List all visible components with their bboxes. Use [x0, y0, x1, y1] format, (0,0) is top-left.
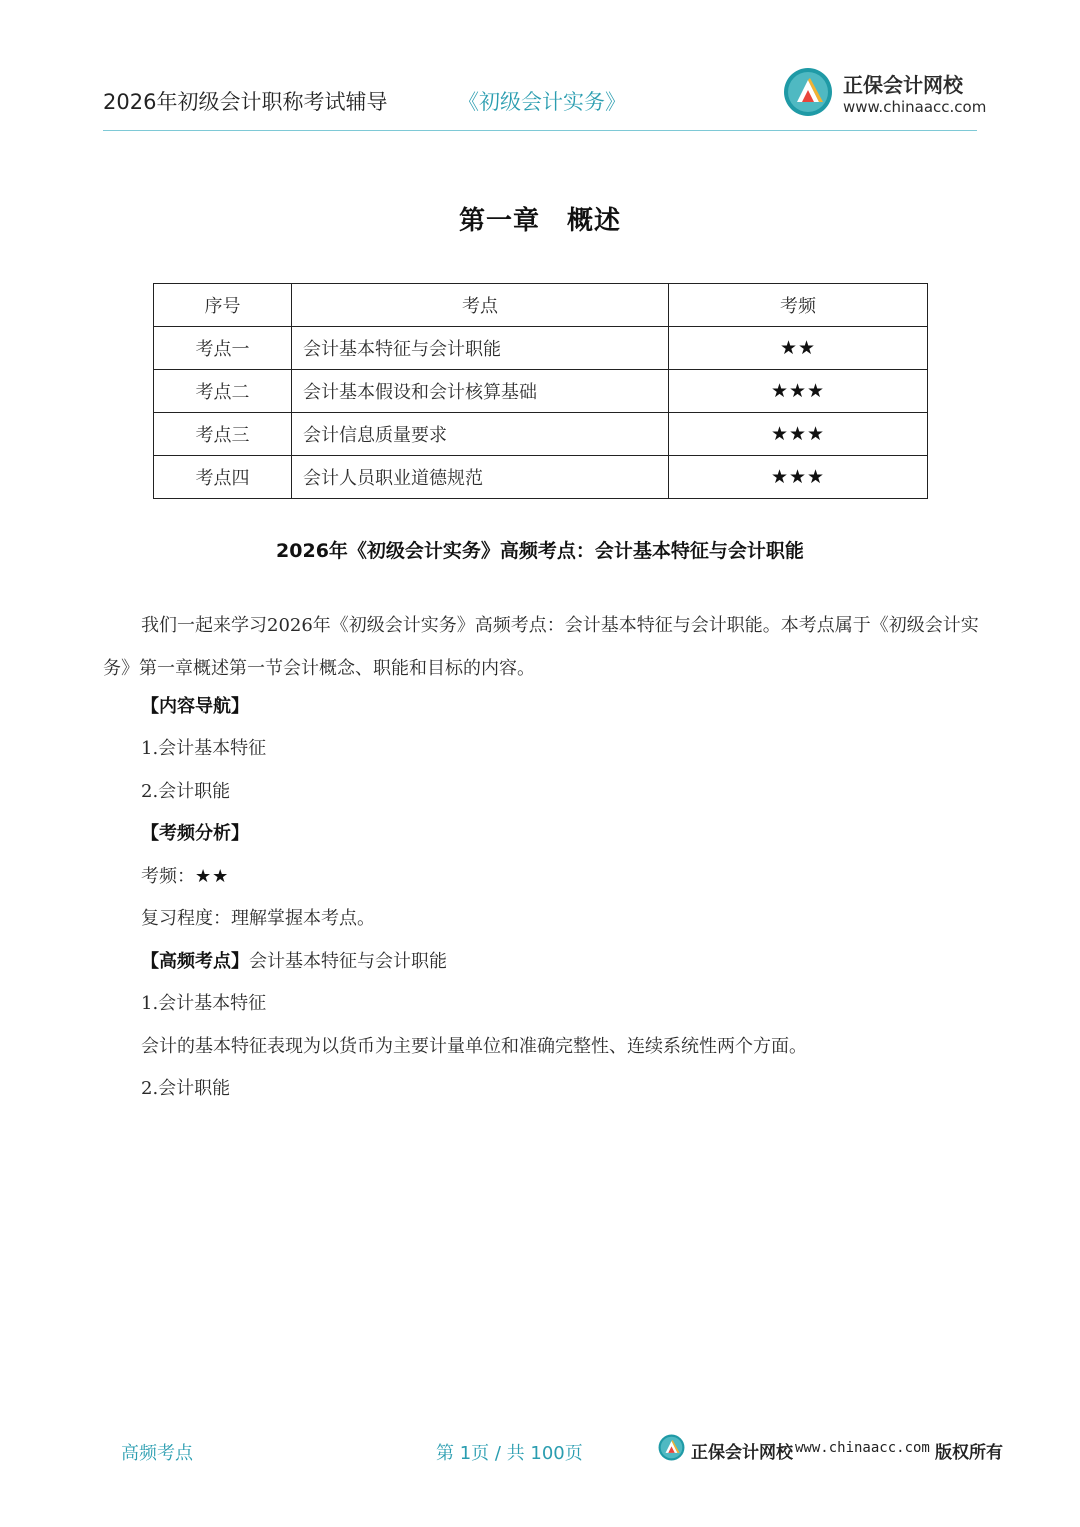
nav-item: 2.会计职能	[141, 781, 231, 802]
nav-heading: 【内容导航】	[141, 696, 249, 717]
row-freq-stars: ★★★	[669, 413, 928, 456]
freq-line	[141, 862, 229, 888]
footer-page-number: 第 1页 / 共 100页	[436, 1443, 583, 1464]
table-row	[154, 456, 928, 499]
row-no: 考点二	[154, 370, 292, 413]
keypoint-sub1-text: 会计的基本特征表现为以货币为主要计量单位和准确完整性、连续系统性两个方面。	[141, 1036, 807, 1057]
analysis-heading: 【考频分析】	[141, 823, 249, 844]
keypoint-label: 【高频考点】	[141, 951, 249, 972]
keypoint-sub1: 1.会计基本特征	[141, 993, 267, 1014]
chinaacc-logo-icon	[658, 1434, 685, 1461]
freq-stars: ★★	[195, 866, 230, 887]
header-exam-title: 2026年初级会计职称考试辅导	[103, 90, 388, 114]
freq-label: 考频：	[141, 866, 195, 887]
keypoint-sub2: 2.会计职能	[141, 1078, 231, 1099]
row-topic: 会计基本假设和会计核算基础	[292, 370, 669, 413]
row-no: 考点四	[154, 456, 292, 499]
row-freq-stars: ★★★	[669, 456, 928, 499]
section-title: 2026年《初级会计实务》高频考点：会计基本特征与会计职能	[276, 540, 804, 562]
row-freq-stars: ★★	[669, 327, 928, 370]
table-row	[154, 327, 928, 370]
chinaacc-logo-icon	[783, 67, 833, 117]
row-no: 考点一	[154, 327, 292, 370]
footer-section-label: 高频考点	[121, 1443, 193, 1464]
keypoint-table	[153, 283, 928, 499]
footer-brand-name: 正保会计网校	[691, 1443, 793, 1463]
table-header-freq: 考频	[669, 284, 928, 327]
row-topic: 会计人员职业道德规范	[292, 456, 669, 499]
footer-copyright: 版权所有	[935, 1443, 1003, 1463]
header-book-title: 《初级会计实务》	[458, 90, 626, 114]
table-row	[154, 413, 928, 456]
logo-brand-name: 正保会计网校	[843, 73, 963, 97]
row-topic: 会计基本特征与会计职能	[292, 327, 669, 370]
row-topic: 会计信息质量要求	[292, 413, 669, 456]
intro-paragraph: 我们一起来学习2026年《初级会计实务》高频考点：会计基本特征与会计职能。本考点属于《初级会计实务》第一章概述第一节会计概念、职能和目标的内容。	[103, 615, 979, 679]
header-divider	[103, 130, 977, 131]
table-row	[154, 370, 928, 413]
footer-url[interactable]: www.chinaacc.com	[795, 1440, 930, 1456]
keypoint-heading	[141, 947, 447, 973]
review-level: 复习程度：理解掌握本考点。	[141, 908, 375, 929]
keypoint-title: 会计基本特征与会计职能	[249, 951, 447, 972]
chapter-title: 第一章 概述	[458, 206, 621, 236]
logo-url: www.chinaacc.com	[843, 98, 987, 116]
table-header-no: 序号	[154, 284, 292, 327]
table-header-topic: 考点	[292, 284, 669, 327]
row-no: 考点三	[154, 413, 292, 456]
brand-logo[interactable]	[783, 67, 987, 123]
nav-item: 1.会计基本特征	[141, 738, 267, 759]
row-freq-stars: ★★★	[669, 370, 928, 413]
table-header-row	[154, 284, 928, 327]
